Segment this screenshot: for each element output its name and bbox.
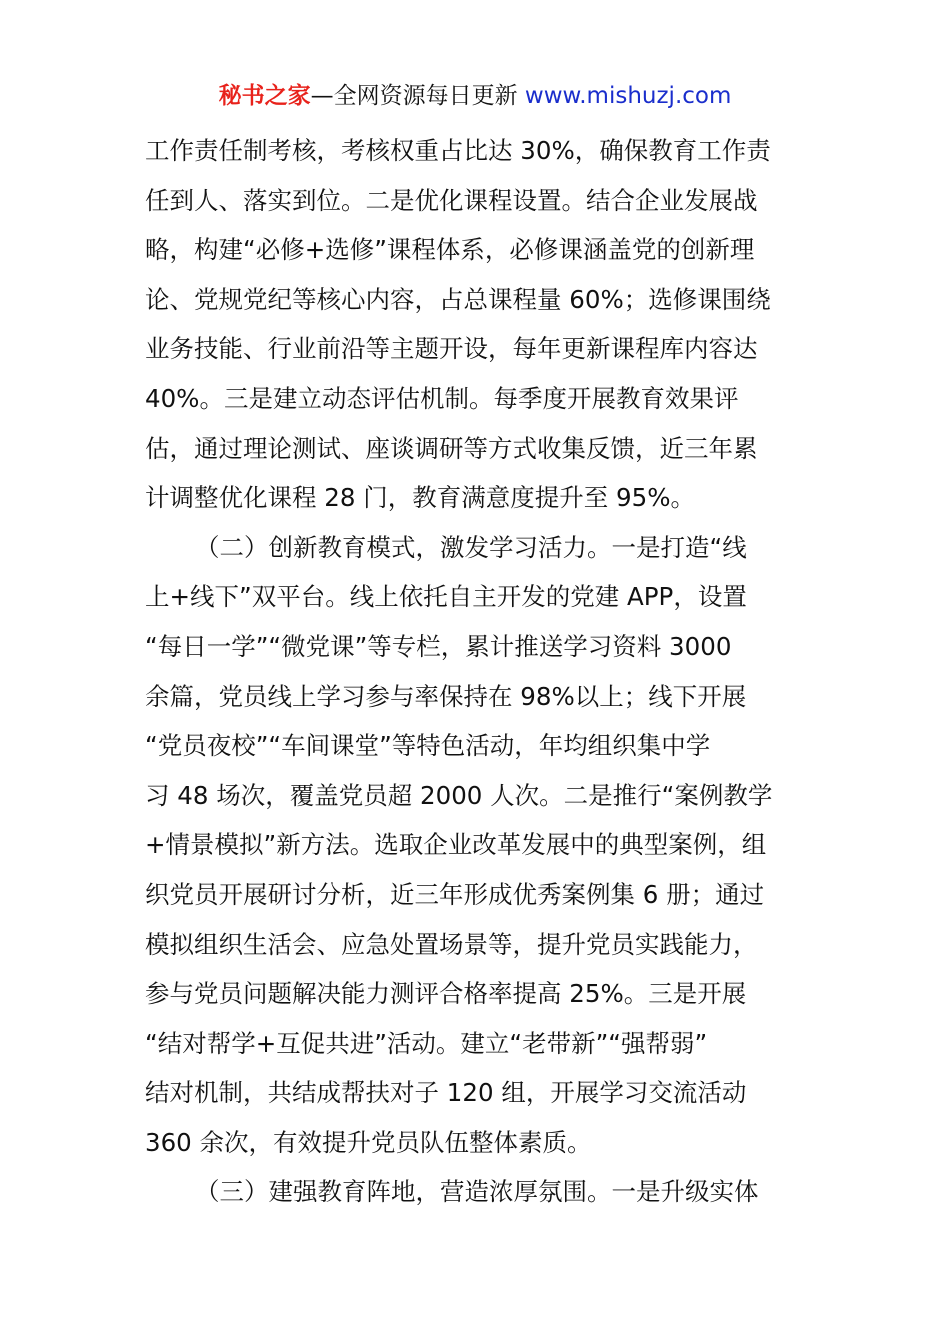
text-line: “党员夜校”“车间课堂”等特色活动，年均组织集中学 (145, 731, 711, 761)
text-line: 上+线下”双平台。线上依托自主开发的党建 APP，设置 (145, 582, 747, 612)
section-heading-line: （二）创新教育模式，激发学习活力。一是打造“线 (195, 532, 747, 562)
text-line: 任到人、落实到位。二是优化课程设置。结合企业发展战 (145, 185, 758, 215)
text-line: 工作责任制考核，考核权重占比达 30%，确保教育工作责 (145, 136, 771, 165)
text-line: 结对机制，共结成帮扶对子 120 组，开展学习交流活动 (145, 1078, 747, 1108)
text-line: 织党员开展研讨分析，近三年形成优秀案例集 6 册；通过 (145, 879, 765, 909)
text-line: 计调整优化课程 28 门，教育满意度提升至 95%。 (145, 483, 695, 513)
text-line: 余篇，党员线上学习参与率保持在 98%以上；线下开展 (145, 681, 747, 711)
text-line: 论、党规党纪等核心内容，占总课程量 60%；选修课围绕 (145, 284, 771, 314)
text-line: 360 余次，有效提升党员队伍整体素质。 (145, 1127, 592, 1157)
section-heading-line: （三）建强教育阵地，营造浓厚氛围。一是升级实体 (195, 1177, 759, 1207)
text-line: 习 48 场次，覆盖党员超 2000 人次。二是推行“案例教学 (145, 780, 773, 810)
document-body (145, 126, 825, 1217)
site-header (0, 80, 950, 112)
text-line: 40%。三是建立动态评估机制。每季度开展教育效果评 (145, 383, 739, 413)
text-line: 略，构建“必修+选修”课程体系，必修课涵盖党的创新理 (145, 235, 755, 265)
text-line: 模拟组织生活会、应急处置场景等，提升党员实践能力， (145, 929, 758, 959)
text-line: 业务技能、行业前沿等主题开设，每年更新课程库内容达 (145, 334, 758, 364)
text-line: 估，通过理论测试、座谈调研等方式收集反馈，近三年累 (145, 433, 758, 463)
site-url-link[interactable]: www.mishuzj.com (524, 83, 732, 109)
site-tagline: —全网资源每日更新 (310, 83, 525, 109)
text-line: 参与党员问题解决能力测评合格率提高 25%。三是开展 (145, 979, 747, 1009)
site-brand-name: 秘书之家 (218, 83, 311, 109)
text-line: “每日一学”“微党课”等专栏，累计推送学习资料 3000 (145, 631, 732, 661)
text-line: +情景模拟”新方法。选取企业改革发展中的典型案例，组 (145, 830, 767, 860)
text-line: “结对帮学+互促共进”活动。建立“老带新”“强帮弱” (145, 1028, 708, 1058)
